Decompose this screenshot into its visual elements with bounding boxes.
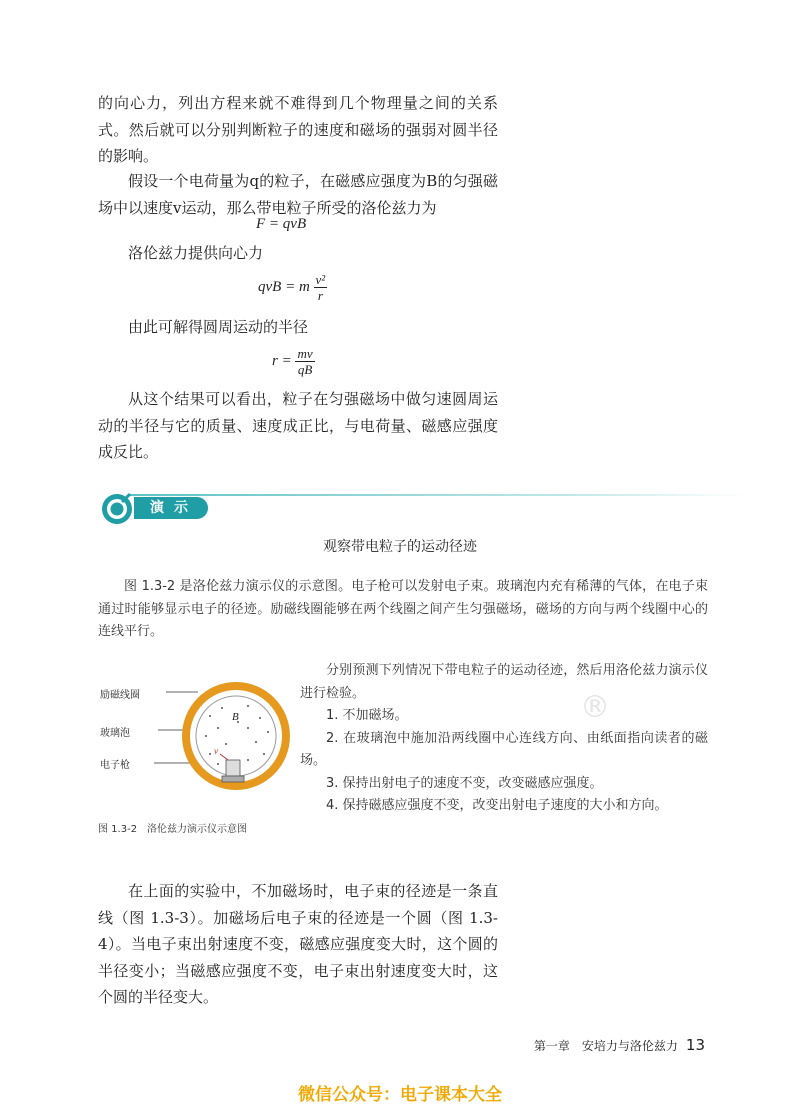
demo-intro — [98, 576, 708, 644]
demo-item-3: 3. 保持出射电子的速度不变，改变磁感应强度。 — [326, 775, 603, 791]
paragraph-assumption: 假设一个电荷量为q的粒子，在磁感应强度为B的匀强磁场中以速度v运动，那么带电粒子所受的洛伦兹力为 — [98, 172, 498, 217]
figure-symbol-b: B — [232, 711, 239, 723]
demo-tasks — [300, 660, 708, 818]
equation-radius — [272, 346, 315, 377]
demo-item-1: 1. 不加磁场。 — [326, 708, 408, 723]
fraction-denominator: r — [317, 288, 323, 303]
figure-caption: 图 1.3-2 洛伦兹力演示仪示意图 — [98, 824, 248, 835]
footer-chapter: 第一章 安培力与洛伦兹力 — [533, 1039, 678, 1053]
demo-task-text: 分别预测下列情况下带电粒子的运动径迹，然后用洛伦兹力演示仪进行检验。 — [300, 663, 708, 701]
page-footer — [534, 1036, 705, 1054]
paragraph-radius-intro: 由此可解得圆周运动的半径 — [128, 318, 309, 336]
paragraph-conclusion: 从这个结果可以看出，粒子在匀强磁场中做匀速圆周运动的半径与它的质量、速度成正比，与电荷量、磁感应强度成反比。 — [98, 390, 498, 461]
equation-centripetal — [258, 272, 327, 303]
page-number: 13 — [685, 1036, 705, 1054]
figure-label-bulb: 玻璃泡 — [100, 728, 130, 739]
demo-item-2: 2. 在玻璃泡中施加沿两线圈中心连线方向、由纸面指向读者的磁场。 — [300, 730, 708, 768]
fraction-numerator: mv — [297, 346, 313, 361]
demo-item-4: 4. 保持磁感应强度不变，改变出射电子速度的大小和方向。 — [326, 798, 668, 813]
figure-label-gun: 电子枪 — [100, 760, 130, 771]
paragraph-intro: 的向心力，列出方程来就不难得到几个物理量之间的关系式。然后就可以分别判断粒子的速度和磁场的强弱对圆半径的影响。 — [98, 94, 498, 165]
demo-title: 观察带电粒子的运动径迹 — [323, 539, 477, 555]
fraction-numerator: v² — [315, 272, 326, 287]
equation-lorentz-force: F = qvB — [256, 216, 307, 232]
demo-intro-text: 图 1.3-2 是洛伦兹力演示仪的示意图。电子枪可以发射电子束。玻璃泡内充有稀薄的气体，在电子束通过时能够显示电子的径迹。励磁线圈能够在两个线圈之间产生匀强磁场，磁场的方向与两个线圈中心的连线平行。 — [98, 579, 708, 639]
equation-radius-fraction — [295, 346, 314, 377]
demo-badge: 演示 — [134, 497, 208, 519]
fraction-denominator: qB — [297, 362, 313, 377]
figure-symbol-v: v — [214, 746, 218, 756]
demo-icon — [100, 492, 134, 526]
equation-centripetal-fraction — [314, 272, 328, 303]
equation-radius-lhs: r = — [272, 352, 292, 369]
paragraph-centripetal: 洛伦兹力提供向心力 — [128, 244, 264, 262]
equation-centripetal-lhs: qvB = m — [258, 278, 310, 295]
paragraph-experiment-result: 在上面的实验中，不加磁场时，电子束的径迹是一条直线（图 1.3-3）。加磁场后电子束的径迹是一个圆（图 1.3-4）。当电子束出射速度不变，磁感应强度变大时，这个圆的半径变小；当磁感应强度不变，电子束出射速度变大时，这个圆的半径变大。 — [98, 882, 498, 1006]
section-divider — [128, 494, 748, 496]
figure-label-coil: 励磁线圈 — [100, 690, 140, 701]
watermark-registered-mark: ® — [580, 690, 610, 725]
bottom-note: 微信公众号：电子课本大全 — [298, 1085, 502, 1105]
